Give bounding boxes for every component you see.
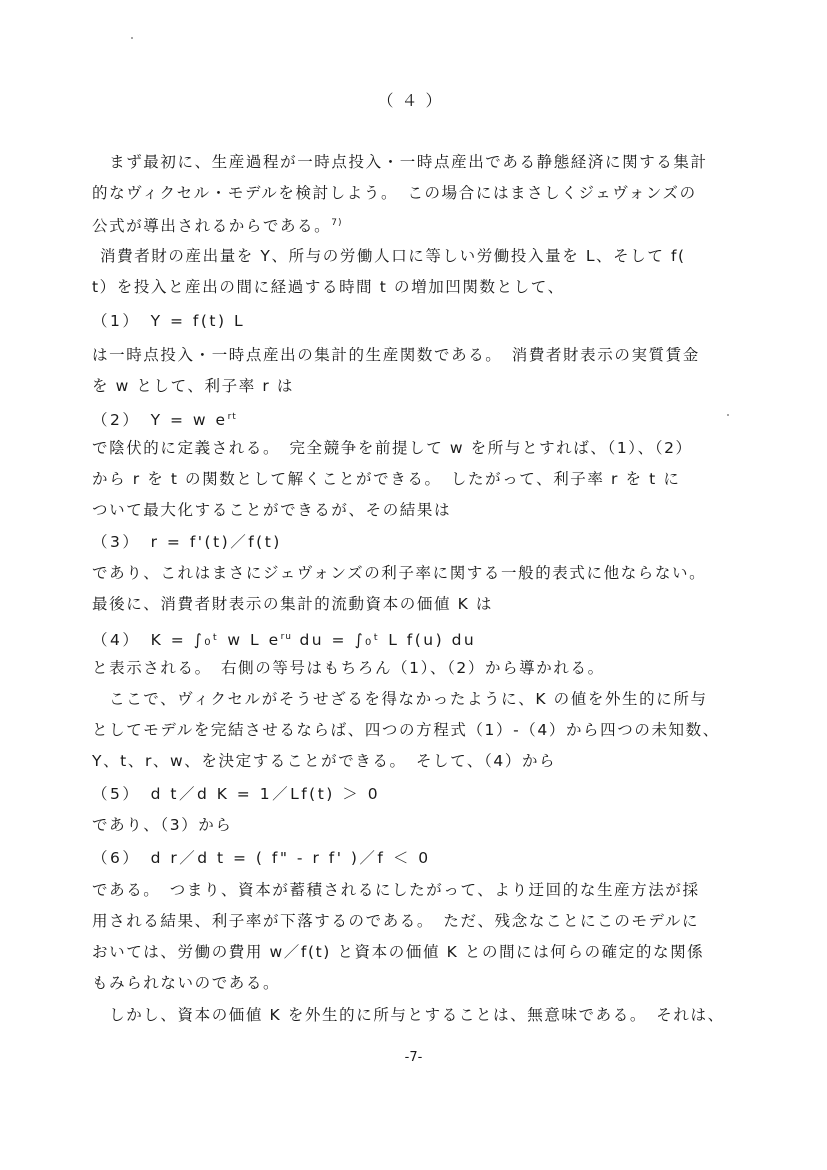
text-line — [92, 658, 762, 678]
line-text: であり、（3）から — [92, 816, 233, 834]
text-line — [92, 563, 762, 583]
equation-line — [92, 407, 762, 430]
line-text: しかし、資本の価値 K を外生的に所与とすることは、無意味である。 それは、 — [92, 1006, 725, 1024]
text-line — [92, 594, 762, 614]
text-line — [92, 345, 762, 365]
section-heading: （４） — [377, 91, 450, 110]
line-text: t）を投入と産出の間に経過する時間 t の増加凹関数として、 — [92, 278, 565, 296]
text-line — [92, 183, 762, 203]
text-line — [92, 1005, 762, 1025]
equation-line — [92, 532, 762, 552]
line-text: を w として、利子率 r は — [92, 377, 294, 395]
text-line — [92, 815, 762, 835]
line-text: 消費者財の産出量を Y、所与の労働人口に等しい労働投入量を L、そして f( — [100, 247, 686, 265]
line-text: （4） K = ∫₀ᵗ w L e — [92, 631, 281, 649]
text-line — [92, 973, 762, 993]
line-text: で陰伏的に定義される。 完全競争を前提して w を所与とすれば、（1）、（2） — [92, 439, 693, 457]
text-line — [92, 689, 762, 709]
text-line — [92, 469, 762, 489]
text-line — [92, 942, 762, 962]
scan-speck — [131, 37, 133, 39]
text-line — [92, 751, 762, 771]
line-text: 用される結果、利子率が下落するのである。 ただ、残念なことにこのモデルに — [92, 912, 700, 930]
superscript: 7) — [331, 218, 343, 228]
line-text: まず最初に、生産過程が一時点投入・一時点産出である静態経済に関する集計 — [92, 153, 708, 171]
line-text: は一時点投入・一時点産出の集計的生産関数である。 消費者財表示の実質賃金 — [92, 346, 700, 364]
line-text: から r を t の関数として解くことができる。 したがって、利子率 r を t に — [92, 470, 681, 488]
line-text: もみられないのである。 — [92, 974, 281, 992]
line-text: （6） d r／d t = ( f" - r f' )／f ＜ 0 — [92, 849, 431, 867]
line-text: （3） r = f'(t)／f(t) — [92, 533, 282, 551]
line-text: 最後に、消費者財表示の集計的流動資本の価値 K は — [92, 595, 494, 613]
line-text: ついて最大化することができるが、その結果は — [92, 501, 452, 519]
line-text: （2） Y = w e — [92, 411, 228, 429]
text-line — [92, 277, 762, 297]
text-line — [92, 880, 762, 900]
page-number: -7- — [404, 1050, 423, 1065]
line-text: であり、これはまさにジェヴォンズの利子率に関する一般的表式に他ならない。 — [92, 564, 707, 582]
text-line — [92, 438, 762, 458]
equation-line — [92, 627, 762, 650]
text-line — [92, 152, 762, 172]
line-text: 的なヴィクセル・モデルを検討しよう。 この場合にはまさしくジェヴォンズの — [92, 184, 697, 202]
text-line — [92, 500, 762, 520]
text-line — [92, 720, 762, 740]
line-text: おいては、労働の費用 w／f(t) と資本の価値 K との間には何らの確定的な関係 — [92, 943, 705, 961]
line-text-tail: du = ∫₀ᵗ L f(u) du — [292, 631, 477, 649]
text-line — [100, 246, 770, 266]
equation-line — [92, 784, 762, 804]
text-line — [92, 213, 762, 236]
superscript: rt — [227, 412, 237, 422]
equation-line — [92, 311, 762, 331]
text-line — [92, 911, 762, 931]
line-text: （5） d t／d K = 1／Lf(t) ＞ 0 — [92, 785, 381, 803]
equation-line — [92, 848, 762, 868]
line-text: ここで、ヴィクセルがそうせざるを得なかったように、K の値を外生的に所与 — [92, 690, 708, 708]
line-text: としてモデルを完結させるならば、四つの方程式（1）-（4）から四つの未知数、 — [92, 721, 720, 739]
line-text: と表示される。 右側の等号はもちろん（1）、（2）から導かれる。 — [92, 659, 605, 677]
superscript: ru — [280, 632, 293, 642]
line-text: である。 つまり、資本が蓄積されるにしたがって、より迂回的な生産方法が採 — [92, 881, 700, 899]
line-text: 公式が導出されるからである。 — [92, 217, 332, 235]
line-text: （1） Y = f(t) L — [92, 312, 246, 330]
line-text: Y、t、r、w、を決定することができる。 そして、（4）から — [92, 752, 557, 770]
text-line — [92, 376, 762, 396]
